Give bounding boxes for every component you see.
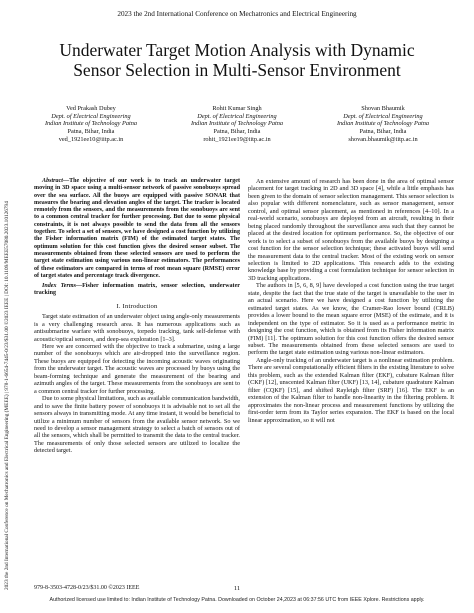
paragraph: Here we are concerned with the objective to track a submarine, using a large number of the sonobuoys which are air-dropped into the surveillance region. These buoys are equipped for detecting the incoming acoustic waves originating from the underwater target. The acoustic waves are processed by buoys using the beam-forming technique and generate the measurement of the bearing and azimuth angles of the target. These measurements from the sonobuoys are sent to a common central tracker for further processing. <box>34 343 240 395</box>
index-terms-lead: Index Terms <box>42 283 76 290</box>
abstract-lead: Abstract <box>42 178 63 184</box>
abstract <box>34 178 240 280</box>
paragraph: Due to some physical limitations, such as available communication bandwidth, and to save the finite battery power of sonobuoys it is advisable not to set all the sensors always in transmitting mode. At any time instant, it would be beneficial to utilize a minimum number of sensors from the available sensor network. So we need to develop a sensor management strategy to select a batch of sensors out of all the sensors, which shall be permitted to transmit the data to the central tracker. The measurements of only those selected sensors are utilized to localize the detected target. <box>34 395 240 455</box>
authorized-use-notice: Authorized licensed use limited to: Indian Institute of Technology Patna. Downloaded on October 24,2023 at 06:37:56 UTC from IEEE Xplore. Restrictions apply. <box>49 597 425 603</box>
title-line-2: Sensor Selection in Multi-Sensor Environment <box>73 60 401 80</box>
author-email: shovan.bhaumik@iitp.ac.in <box>348 135 418 143</box>
paragraph: Target state estimation of an underwater object using angle-only measurements is a very challenging research area. It has numerous applications such as antisubmarine warfare with sonobuoys, torpedo tracking, tank self-defense with acoustic/optical sensors, and deep-sea exploration [1–3]. <box>34 313 240 343</box>
index-terms-text: —Fisher information matrix, sensor selection, underwater tracking <box>34 283 240 297</box>
section-heading-introduction: I. Introduction <box>116 302 158 310</box>
author-dept: Dept. of Electrical Engineering <box>197 112 277 120</box>
index-terms <box>34 283 240 298</box>
paragraph: The authors in [5, 6, 8, 9] have developed a cost function using the true target state, despite the fact that the true state of the target is unavailable to the user in an actual scenario. Here we have designed a cost function by utilizing the estimated target states. As we know, the Cramer-Rao lower bound (CRLB) provides a lower bound to the mean square error (MSE) of the estimate, and it is independent on the type of estimator. So it is used as a performance metric in designing the cost function, which is obtained from its Fisher information matrix (FIM) [11]. The optimum solution for this cost function offers the desired sensor subset. The measurements obtained from these selected sensors are used to perform the target state estimation using various non-linear estimators. <box>248 282 454 357</box>
author-dept: Dept. of Electrical Engineering <box>343 112 423 120</box>
copyright-line: 979-8-3503-4728-0/23/$31.00 ©2023 IEEE <box>34 585 140 591</box>
author-name: Ved Prakash Dubey <box>66 105 116 112</box>
paragraph: An extensive amount of research has been done in the area of optimal sensor placement for target tracking in 2D and 3D space [4], while a little emphasis has been given to the domain of sensor selection management. This sensor selection is also popular with different nomenclature, such as sensor management, sensor control, and optimal sensor placement, as mentioned in references [4–10]. In a real-world scenario, sonobuoys are deployed from an aircraft, resulting in their being placed randomly throughout the surveillance area such that they cannot be placed at the desired location for optimum performance. So, the objective of our work is to select a subset of sonobuoys from the available buoys by designing a cost function for the sensor selection technique; these activated buoys will send the measurement data to the central tracker. Most of the existing work on sensor selection is limited to 2D applications. This research adds to the existing knowledge base by providing a cost formulation technique for sensor selection in 3D tracking applications. <box>248 178 454 282</box>
author-city: Patna, Bihar, India <box>213 128 261 136</box>
author-name: Rohit Kumar Singh <box>212 105 262 112</box>
author-email: rohit_1921ee19@iitp.ac.in <box>203 135 271 143</box>
doi-sidebar-text: 2023 the 2nd International Conference on Mechatronics and Electrical Engineering (MEEE) | 978-1-6654-7445-0/23/$31.00 ©2023 IEEE | DOI: 10.1109/MEEE57080.2023.10126794 <box>4 201 10 590</box>
author-2 <box>164 105 310 144</box>
author-block <box>18 105 456 144</box>
author-name: Shovan Bhaumik <box>361 105 405 112</box>
conference-header: 2023 the 2nd International Conference on Mechatronics and Electrical Engineering <box>117 10 357 18</box>
doi-sidebar <box>3 140 11 590</box>
author-3 <box>310 105 456 144</box>
page-number: 11 <box>233 585 241 592</box>
paper-title <box>20 40 454 80</box>
paragraph: Angle-only tracking of an underwater target is a nonlinear estimation problem. There are several computationally efficient filters in the existing literature to solve this problem, such as the extended Kalman filter (EKF), cubature Kalman filter (CKF) [12], unscented Kalman filter (UKF) [13, 14], cubature quadrature Kalman filter (CQKF) [15], and shifted Rayleigh filter (SRF) [16]. The EKF is an extension of the Kalman filter to handle non-linearity in the filtering problem. It approximates the non-linear process and measurement functions by utilizing the first-order term from its Taylor series expansion. The EKF is based on the local linear approximation, so it will not <box>248 356 454 424</box>
left-column <box>34 178 240 455</box>
abstract-text: —The objective of our work is to track an underwater target moving in 3D space using a multi-sensor network of passive sonobuoys spread over the sea surface. All the buoys are equipped with passive SONAR that measures the bearing and elevation angles of the target. The tracker is located remotely from the sensors, and the measurements from the sonobuoys are sent to a common central tracker for further processing. But due to some physical constraints, it is not always possible to send the data from all the sensors together. To select a set of sensors, we have designed a cost function by utilizing the Fisher information matrix (FIM) of the estimated target states. The optimum solution for this cost function gives the desired sensor subset. The measurements obtained from these selected sensors are used to perform the target state estimation using various non-linear estimators. The performances of these estimators are compared in terms of root mean square (RMSE) error of target states and percentage track divergence. <box>34 178 240 279</box>
right-column <box>248 178 454 424</box>
author-city: Patna, Bihar, India <box>67 128 115 136</box>
author-institute: Indian Institute of Technology Patna <box>44 120 138 128</box>
author-dept: Dept. of Electrical Engineering <box>51 112 131 120</box>
author-institute: Indian Institute of Technology Patna <box>190 120 284 128</box>
author-1 <box>18 105 164 144</box>
author-city: Patna, Bihar, India <box>359 128 407 136</box>
title-line-1: Underwater Target Motion Analysis with Dynamic <box>59 40 415 60</box>
author-email: ved_1921ee10@iitp.ac.in <box>58 135 124 143</box>
author-institute: Indian Institute of Technology Patna <box>336 120 430 128</box>
